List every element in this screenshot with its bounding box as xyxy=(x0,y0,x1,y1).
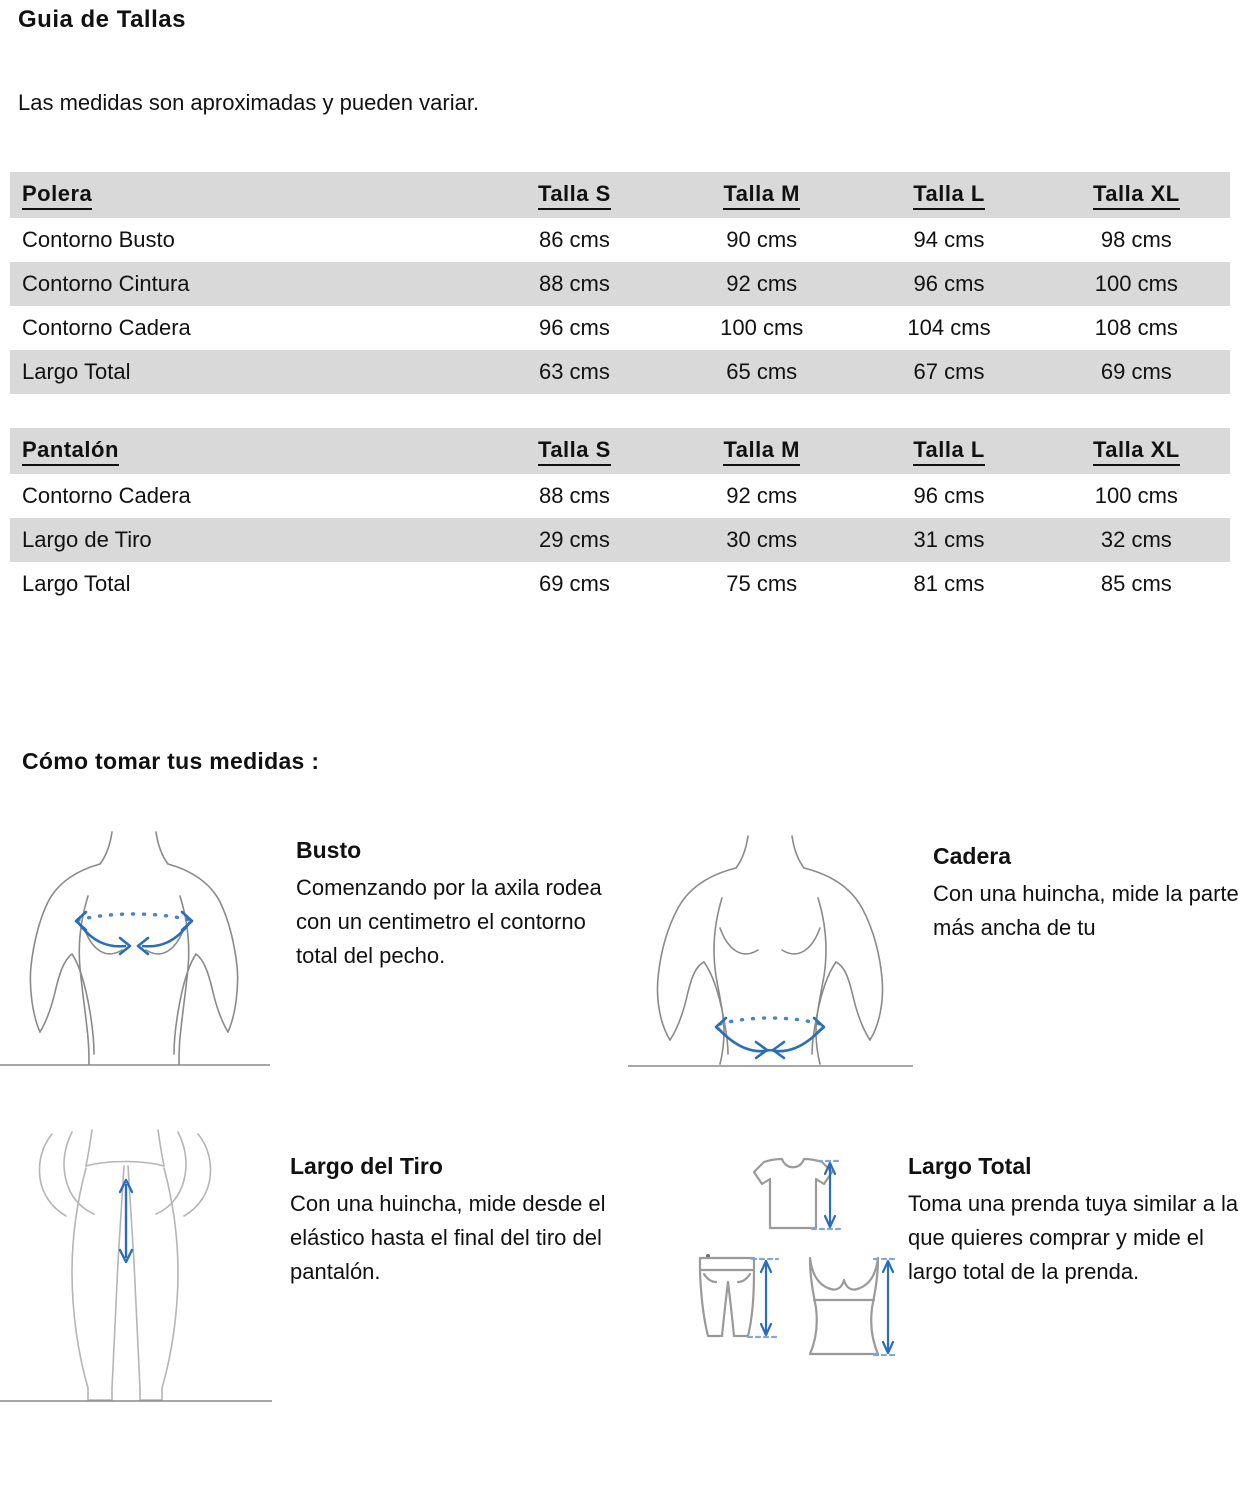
cell-value: 88 cms xyxy=(538,271,610,296)
pants-icon xyxy=(700,1258,754,1336)
cell-value: 96 cms xyxy=(913,271,985,296)
cell-value: 104 cms xyxy=(907,315,991,340)
row-label: Largo Total xyxy=(22,571,131,596)
table-row xyxy=(10,474,1230,518)
cell-value: 85 cms xyxy=(1100,571,1172,596)
cell-value: 92 cms xyxy=(726,271,798,296)
cell-value: 81 cms xyxy=(913,571,985,596)
cell-value: 29 cms xyxy=(538,527,610,552)
row-label: Largo de Tiro xyxy=(22,527,152,552)
hip-measure-figure-icon xyxy=(628,832,913,1084)
row-label: Contorno Cadera xyxy=(22,315,191,340)
column-header-talla-m: Talla M xyxy=(668,428,855,474)
table-title-polera: Polera xyxy=(10,172,481,218)
table-row xyxy=(10,262,1230,306)
garment-length-figure-icon xyxy=(690,1148,895,1393)
tshirt-length-arrow xyxy=(825,1163,835,1227)
table-header-row xyxy=(10,172,1230,218)
tshirt-icon xyxy=(754,1159,832,1228)
measure-title-cadera: Cadera xyxy=(933,843,1011,869)
cell-value: 100 cms xyxy=(1094,271,1178,296)
table-row xyxy=(10,350,1230,394)
cell-value: 100 cms xyxy=(720,315,804,340)
measure-description-largo-total: Toma una prenda tuya similar a la que quieres comprar y mide el largo total de la prenda. xyxy=(908,1191,1239,1285)
pants-length-arrow xyxy=(761,1261,771,1335)
dress-icon xyxy=(810,1258,878,1354)
measure-text-largo-del-tiro xyxy=(290,1154,620,1290)
column-header-talla-s: Talla S xyxy=(481,172,668,218)
measure-description-cadera: Con una huincha, mide la parte más ancha de tu xyxy=(933,881,1239,941)
cell-value: 86 cms xyxy=(538,227,610,252)
cell-value: 92 cms xyxy=(726,483,798,508)
cell-value: 65 cms xyxy=(726,359,798,384)
column-header-talla-xl: Talla XL xyxy=(1043,428,1230,474)
measure-text-busto xyxy=(296,838,626,974)
cell-value: 100 cms xyxy=(1094,483,1178,508)
row-label: Contorno Cadera xyxy=(22,483,191,508)
cell-value: 75 cms xyxy=(726,571,798,596)
cell-value: 94 cms xyxy=(913,227,985,252)
column-header-talla-l: Talla L xyxy=(855,428,1042,474)
table-title-pantalon: Pantalón xyxy=(10,428,481,474)
column-header-talla-l: Talla L xyxy=(855,172,1042,218)
cell-value: 31 cms xyxy=(913,527,985,552)
measure-title-busto: Busto xyxy=(296,837,362,863)
measure-title-largo-del-tiro: Largo del Tiro xyxy=(290,1153,443,1179)
column-header-talla-xl: Talla XL xyxy=(1043,172,1230,218)
table-header-row xyxy=(10,428,1230,474)
cell-value: 69 cms xyxy=(538,571,610,596)
measurements-heading: Cómo tomar tus medidas : xyxy=(22,748,320,774)
cell-value: 96 cms xyxy=(538,315,610,340)
page-title: Guia de Tallas xyxy=(18,6,186,33)
measure-title-largo-total: Largo Total xyxy=(908,1153,1032,1179)
measure-description-largo-del-tiro: Con una huincha, mide desde el elástico hasta el final del tiro del pantalón. xyxy=(290,1191,606,1285)
cell-value: 98 cms xyxy=(1100,227,1172,252)
column-header-talla-s: Talla S xyxy=(481,428,668,474)
measure-text-cadera xyxy=(933,844,1246,945)
table-row xyxy=(10,562,1230,606)
size-table-pantalon xyxy=(10,428,1230,606)
size-table-polera xyxy=(10,172,1230,394)
cell-value: 67 cms xyxy=(913,359,985,384)
measure-text-largo-total xyxy=(908,1154,1246,1290)
cell-value: 63 cms xyxy=(538,359,610,384)
measure-description-busto: Comenzando por la axila rodea con un centimetro el contorno total del pecho. xyxy=(296,875,602,969)
cell-value: 90 cms xyxy=(726,227,798,252)
row-label: Contorno Busto xyxy=(22,227,175,252)
cell-value: 96 cms xyxy=(913,483,985,508)
column-header-talla-m: Talla M xyxy=(668,172,855,218)
intro-text: Las medidas son aproximadas y pueden variar. xyxy=(18,90,480,115)
bust-measure-figure-icon xyxy=(0,826,270,1071)
dress-length-arrow xyxy=(883,1261,893,1353)
cell-value: 88 cms xyxy=(538,483,610,508)
cell-value: 108 cms xyxy=(1094,315,1178,340)
row-label: Largo Total xyxy=(22,359,131,384)
row-label: Contorno Cintura xyxy=(22,271,190,296)
cell-value: 32 cms xyxy=(1100,527,1172,552)
rise-measure-figure-icon xyxy=(0,1122,272,1407)
table-row xyxy=(10,306,1230,350)
table-row xyxy=(10,218,1230,262)
cell-value: 69 cms xyxy=(1100,359,1172,384)
cell-value: 30 cms xyxy=(726,527,798,552)
table-row xyxy=(10,518,1230,562)
